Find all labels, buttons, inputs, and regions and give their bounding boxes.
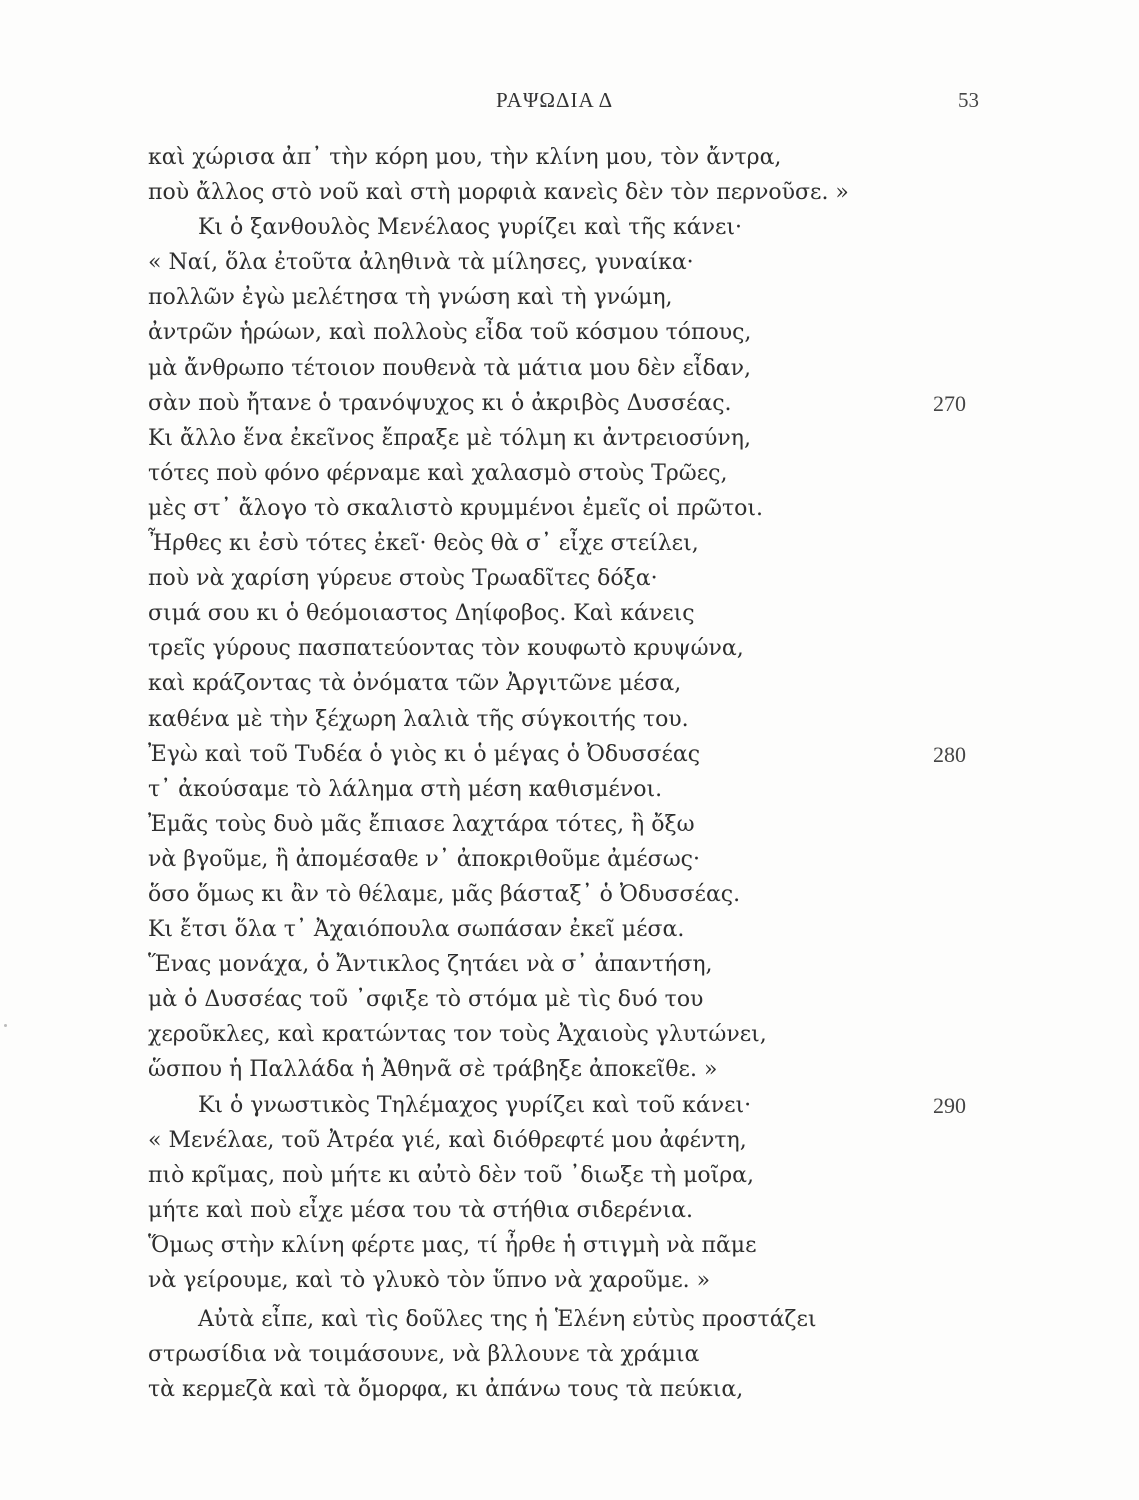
verse-line [148, 456, 988, 491]
verse-line [148, 1052, 988, 1087]
verse-text: Ἐμᾶς τοὺς δυὸ μᾶς ἔπιασε λαχτάρα τότες, ἢ ὄξω [148, 811, 695, 837]
verse-line [148, 877, 988, 912]
verse-text: ποὺ ἄλλος στὸ νοῦ καὶ στὴ μορφιὰ κανεὶς δὲν τὸν περνοῦσε. » [148, 180, 849, 206]
verse-line [148, 210, 988, 245]
line-number: 280 [933, 741, 966, 767]
page-number: 53 [958, 88, 979, 112]
verse-line [148, 351, 988, 386]
verse-text: πιὸ κρῖμας, ποὺ μήτε κι αὐτὸ δὲν τοῦ ᾽διωξε τὴ μοῖρα, [148, 1162, 755, 1188]
verse-line [148, 1088, 988, 1123]
verse-text: καὶ χώρισα ἀπ᾽ τὴν κόρη μου, τὴν κλίνη μου, τὸν ἄντρα, [148, 145, 782, 170]
verse-line [148, 1337, 988, 1372]
verse-line [148, 245, 988, 280]
verse-text: Ἦρθες κι ἐσὺ τότες ἐκεῖ· θεὸς θὰ σ᾽ εἶχε στείλει, [148, 531, 699, 557]
verse-text: μὰ ὁ Δυσσέας τοῦ ᾽σφιξε τὸ στόμα μὲ τὶς δυό του [148, 987, 704, 1013]
line-number: 290 [933, 1092, 966, 1118]
verse-line [148, 912, 988, 947]
verse-line [148, 1017, 988, 1052]
verse-text: Ἕνας μονάχα, ὁ Ἄντικλος ζητάει νὰ σ᾽ ἀπαντήση, [148, 952, 713, 978]
verse-text: τὰ κερμεζὰ καὶ τὰ ὄμορφα, κι ἀπάνω τους τὰ πεύκια, [148, 1377, 744, 1403]
verse-text: Κι ὁ ξανθουλὸς Μενέλαος γυρίζει καὶ τῆς κάνει· [198, 215, 742, 241]
verse-text: Κι ἔτσι ὅλα τ᾽ Ἀχαιόπουλα σωπάσαν ἐκεῖ μέσα. [148, 917, 685, 943]
verse-line [148, 842, 988, 877]
verse-text: τ᾽ ἀκούσαμε τὸ λάλημα στὴ μέση καθισμένοι. [148, 776, 663, 802]
verse-text: τρεῖς γύρους πασπατεύοντας τὸν κουφωτὸ κρυψώνα, [148, 636, 744, 662]
verse-text: χεροῦκλες, καὶ κρατώντας τον τοὺς Ἀχαιοὺς γλυτώνει, [148, 1022, 767, 1048]
verse-text: Κι ἄλλο ἕνα ἐκεῖνος ἔπραξε μὲ τόλμη κι ἀντρειοσύνη, [148, 425, 751, 451]
verse-block [148, 140, 988, 1407]
verse-line [148, 666, 988, 701]
verse-text: ἀντρῶν ἡρώων, καὶ πολλοὺς εἶδα τοῦ κόσμου τόπους, [148, 320, 752, 346]
verse-line [148, 315, 988, 350]
verse-text: σιμά σου κι ὁ θεόμοιαστος Δηίφοβος. Καὶ κάνεις [148, 601, 695, 627]
verse-line [148, 631, 988, 666]
verse-text: Ὅμως στὴν κλίνη φέρτε μας, τί ἦρθε ἡ στιγμὴ νὰ πᾶμε [148, 1232, 757, 1258]
line-number: 270 [933, 390, 966, 416]
verse-line [148, 982, 988, 1017]
verse-line [148, 1228, 988, 1263]
verse-line [148, 1263, 988, 1298]
verse-line [148, 596, 988, 631]
verse-text: μὲς στ᾽ ἄλογο τὸ σκαλιστὸ κρυμμένοι ἐμεῖς οἱ πρῶτοι. [148, 495, 764, 521]
verse-text: στρωσίδια νὰ τοιμάσουνε, νὰ βλλουνε τὰ χράμια [148, 1342, 700, 1368]
verse-line [148, 175, 988, 210]
verse-text: σὰν ποὺ ἤτανε ὁ τρανόψυχος κι ὁ ἀκριβὸς Δυσσέας. [148, 390, 732, 416]
verse-text: νὰ γείρουμε, καὶ τὸ γλυκὸ τὸν ὕπνο νὰ χαροῦμε. » [148, 1268, 711, 1293]
verse-line [148, 702, 988, 737]
verse-line [148, 491, 988, 526]
page-header [0, 88, 1139, 118]
verse-text: τότες ποὺ φόνο φέρναμε καὶ χαλασμὸ στοὺς Τρῶες, [148, 460, 728, 486]
verse-line [148, 386, 988, 421]
verse-text: ὅσο ὅμως κι ἂν τὸ θέλαμε, μᾶς βάσταξ᾽ ὁ Ὀδυσσέας. [148, 881, 741, 907]
verse-line [148, 947, 988, 982]
verse-line [148, 1302, 988, 1337]
running-title: ΡΑΨΩΔΙΑ Δ [496, 88, 614, 112]
verse-text: ποὺ νὰ χαρίση γύρευε στοὺς Τρωαδῖτες δόξα· [148, 566, 658, 592]
verse-text: καὶ κράζοντας τὰ ὀνόματα τῶν Ἀργιτῶνε μέσα, [148, 671, 682, 697]
verse-line [148, 1372, 988, 1407]
verse-text: καθένα μὲ τὴν ξέχωρη λαλιὰ τῆς σύγκοιτής του. [148, 706, 689, 732]
verse-text: Ἐγὼ καὶ τοῦ Τυδέα ὁ γιὸς κι ὁ μέγας ὁ Ὀδυσσέας [148, 741, 701, 767]
verse-text: νὰ βγοῦμε, ἢ ἀπομέσαθε ν᾽ ἀποκριθοῦμε ἀμέσως· [148, 846, 700, 872]
verse-line [148, 772, 988, 807]
verse-line [148, 561, 988, 596]
verse-line [148, 1158, 988, 1193]
verse-text: ὥσπου ἡ Παλλάδα ἡ Ἀθηνᾶ σὲ τράβηξε ἀποκεῖθε. » [148, 1057, 718, 1083]
verse-line [148, 1123, 988, 1158]
verse-line [148, 421, 988, 456]
verse-text: πολλῶν ἐγὼ μελέτησα τὴ γνώση καὶ τὴ γνώμη, [148, 285, 673, 311]
verse-line [148, 737, 988, 772]
verse-text: μὰ ἄνθρωπο τέτοιον πουθενὰ τὰ μάτια μου δὲν εἶδαν, [148, 355, 752, 381]
paper-speck [4, 1024, 7, 1027]
verse-text: μήτε καὶ ποὺ εἶχε μέσα του τὰ στήθια σιδερένια. [148, 1197, 694, 1223]
verse-text: « Ναί, ὅλα ἐτοῦτα ἀληθινὰ τὰ μίλησες, γυναίκα· [148, 250, 694, 276]
verse-text: Κι ὁ γνωστικὸς Τηλέμαχος γυρίζει καὶ τοῦ κάνει· [198, 1092, 752, 1118]
verse-text: Αὐτὰ εἶπε, καὶ τὶς δοῦλες της ἡ Ἑλένη εὐτὺς προστάζει [198, 1307, 817, 1333]
verse-line [148, 526, 988, 561]
verse-line [148, 1193, 988, 1228]
verse-line [148, 807, 988, 842]
verse-line [148, 280, 988, 315]
verse-line [148, 140, 988, 175]
verse-text: « Μενέλαε, τοῦ Ἀτρέα γιέ, καὶ διόθρεφτέ μου ἀφέντη, [148, 1127, 747, 1153]
